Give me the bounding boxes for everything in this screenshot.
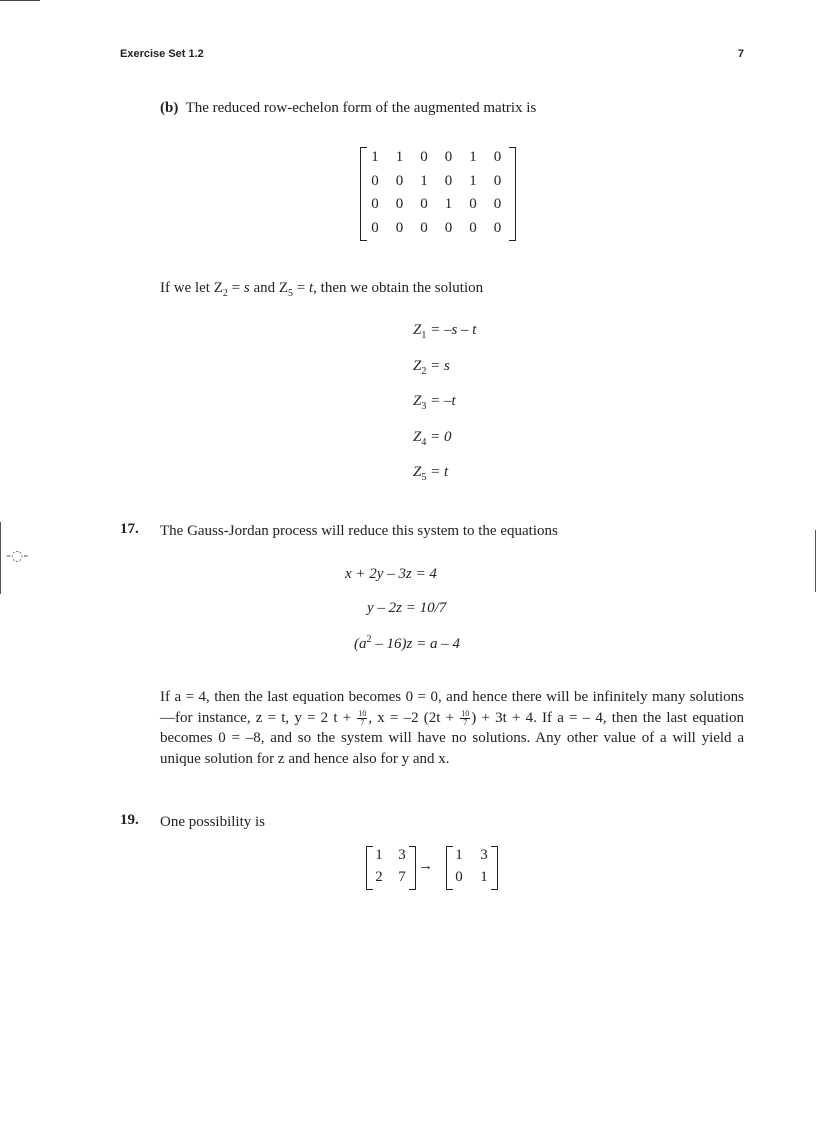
registration-mark-icon: -◌- [6,548,29,564]
part-b-label: (b) [160,100,179,116]
problem-17-discussion [160,687,744,769]
reduced-matrix-cell-r4-c5: 0 [469,219,477,236]
let-sub-1: 2 [222,288,228,299]
reduced-matrix-cell-r2-c5: 1 [469,172,477,189]
fraction-numerator-second: 10 [461,708,470,718]
solution-line [413,464,448,483]
solution-subscript: 1 [421,330,427,341]
section-title: Exercise Set 1.2 [120,48,204,60]
matrix-right-bracket [509,147,516,241]
solution-rhs: = –t [426,393,456,409]
matrix-after-cell-r2-c1: 0 [455,869,463,885]
solution-rhs: = 0 [426,428,452,445]
matrix-before-cell-r1-c1: 1 [375,847,383,863]
reduced-matrix-cell-r3-c3: 0 [420,196,428,212]
solution-rhs: = t [426,464,449,480]
matrix-after [446,846,498,890]
let-var-2: t [309,280,314,296]
reduced-matrix-cell-r4-c3: 0 [420,219,428,236]
solution-var: Z [413,393,422,409]
reduced-matrix-cell-r3-c1: 0 [371,196,379,212]
crop-line [0,0,40,1]
running-header [120,48,744,60]
reduced-matrix-cell-r2-c1: 0 [371,172,379,189]
problem-17-number: 17. [120,521,139,537]
solution-line [413,393,456,412]
solution-line [413,358,450,377]
reduced-matrix-cell-r4-c1: 0 [371,219,379,236]
reduced-matrix-cell-r2-c2: 0 [395,172,404,189]
discussion-part-1: If a = 4, then the last equation becomes 0 = 0, and hence there will be infinitely many solutions—for instance, z = t, y = 2 t + [160,689,744,726]
reduced-matrix-cell-r3-c2: 0 [395,196,404,212]
fraction-denominator-second: 7 [463,717,468,727]
reduced-matrix-cell-r2-c3: 1 [420,172,428,189]
let-sentence [160,278,483,304]
equation-2: y – 2z = 10/7 [367,600,447,616]
solution-var: Z [413,464,422,480]
discussion-part-2: , x = –2 (2t + [368,709,460,726]
reduced-matrix-cell-r2-c6: 0 [493,172,502,189]
page-number: 7 [737,48,744,60]
solution-subscript: 3 [421,401,427,412]
reduced-matrix-cell-r1-c6: 0 [493,149,502,165]
reduced-matrix-cell-r2-c4: 0 [444,172,453,189]
solution-var: Z [413,428,422,445]
matrix-before-cell-r2-c1: 2 [375,869,383,885]
equation-3-part-a: (a [354,636,367,652]
solution-rhs: = s [426,357,450,374]
let-text-1: If we let Z [160,280,223,296]
solution-rhs: = –s – t [426,322,477,338]
reduced-matrix-cell-r4-c4: 0 [444,219,453,236]
fraction-numerator: 10 [358,708,367,718]
problem-17-intro: The Gauss-Jordan process will reduce this system to the equations [160,523,558,539]
part-b-intro-text: The reduced row-echelon form of the augmented matrix is [185,100,537,116]
let-eq-2: = [293,280,309,296]
equation-1: x + 2y – 3z = 4 [345,566,437,582]
matrix-before [366,846,416,890]
reduced-matrix-cell-r1-c3: 0 [420,149,428,165]
solution-subscript: 4 [421,436,427,448]
solution-line [413,322,476,341]
transform-arrow: → [418,858,433,874]
equation-3 [354,634,460,653]
solution-var: Z [413,357,422,374]
let-text-2: and Z [249,280,289,296]
reduced-matrix-cell-r1-c4: 0 [444,149,453,165]
reduced-matrix-cell-r4-c2: 0 [395,219,404,236]
reduced-matrix-cell-r1-c2: 1 [395,149,404,165]
let-sub-2: 5 [288,288,294,299]
matrix-after-cell-r1-c2: 3 [480,847,488,863]
solution-subscript: 5 [421,472,427,483]
matrix-after-cell-r1-c1: 1 [455,847,463,863]
equation-3-exponent: 2 [366,634,372,645]
discussion-part-3: ) + 3t + 4. If a = – 4, then the last equation becomes 0 = –8, and so the system will have no solutions. Any other value of a will yield a unique solution for z and hence also for y and x. [160,709,744,767]
solution-subscript: 2 [421,365,427,377]
solution-line [413,429,451,448]
let-text-3: , then we obtain the solution [313,280,484,296]
reduced-matrix-cell-r1-c1: 1 [371,149,379,165]
reduced-matrix-cell-r1-c5: 1 [469,149,477,165]
matrix-before-cell-r2-c2: 7 [398,869,406,885]
equation-3-part-b: – 16)z = a – 4 [371,636,460,652]
problem-19-number: 19. [120,812,139,828]
matrix-after-cell-r2-c2: 1 [480,869,488,885]
let-var-1: s [243,280,250,296]
reduced-matrix-cell-r4-c6: 0 [493,219,502,236]
reduced-matrix-cell-r3-c6: 0 [493,196,502,212]
solution-var: Z [413,322,422,338]
problem-19-intro: One possibility is [160,814,266,830]
fraction-10-7 [357,710,367,727]
matrix-before-cell-r1-c2: 3 [398,847,406,863]
let-eq-1: = [227,280,244,296]
reduced-matrix-cell-r3-c4: 1 [444,196,453,212]
fraction-denominator: 7 [360,717,365,727]
fraction-10-7-second [460,710,470,727]
margin-rule-left [0,522,1,594]
reduced-matrix [360,147,516,241]
part-b-intro [160,98,536,118]
reduced-matrix-cell-r3-c5: 0 [469,196,477,212]
